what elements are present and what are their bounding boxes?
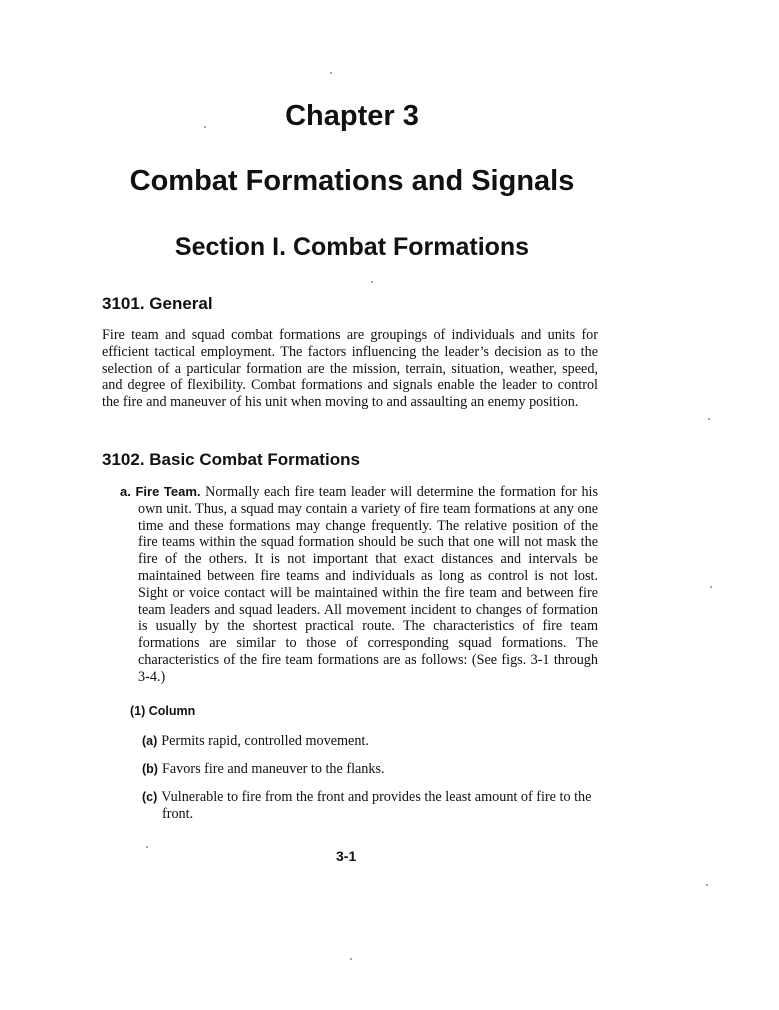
paragraph-3101: Fire team and squad combat formations are groupings of individuals and units for efficient tactical employment. The factors influencing the leader’s decision as to the selection of a particular formation are the mission, terrain, situation, weather, speed, and degree of flexibility. Combat formations and signals enable the leader to control the fire and maneuver of his unit when moving to and assaulting an enemy position. xyxy=(102,327,598,411)
scan-speck xyxy=(708,418,710,420)
list-marker: (c) xyxy=(142,790,158,804)
list-marker: (b) xyxy=(142,762,158,776)
list-item-text: Permits rapid, controlled movement. xyxy=(161,733,369,749)
list-item-c xyxy=(142,789,598,823)
list-marker: (a) xyxy=(142,734,158,748)
scan-speck xyxy=(710,586,712,588)
scan-speck xyxy=(204,126,206,128)
fire-team-label: a. Fire Team. xyxy=(120,484,201,499)
scan-speck xyxy=(330,72,332,74)
heading-3102: 3102. Basic Combat Formations xyxy=(102,450,360,469)
list-item-text: Favors fire and maneuver to the flanks. xyxy=(161,761,385,777)
heading-3101: 3101. General xyxy=(102,294,213,313)
chapter-title: Combat Formations and Signals xyxy=(129,165,575,197)
scan-speck xyxy=(371,281,373,283)
section-title: Section I. Combat Formations xyxy=(174,233,530,261)
column-subheading: (1) Column xyxy=(130,704,196,718)
scan-speck xyxy=(350,958,352,960)
fire-team-body: Normally each fire team leader will determine the formation for his own unit. Thus, a squad may contain a variety of fire team formations at any one time and these formations may change frequently. The relative position of the fire teams within the squad formation should be such that one will not mask the fire of the others. It is not important that exact distances and intervals be maintained between fire teams and individuals as long as control is not lost. Sight or voice contact will be maintained within the fire team and between fire team leaders and squad leaders. All movement incident to changes of formation is usually by the shortest practical route. The characteristics of fire team formations are similar to those of corresponding squad formations. The characteristics of the fire team formations are as follows: (See figs. 3-1 through 3-4.) xyxy=(138,484,599,685)
list-item-b xyxy=(142,761,598,778)
scan-speck xyxy=(706,884,708,886)
list-item-a xyxy=(142,733,598,750)
paragraph-fire-team xyxy=(120,484,598,686)
list-item-text: Vulnerable to fire from the front and provides the least amount of fire to the front. xyxy=(161,789,592,822)
chapter-label: Chapter 3 xyxy=(285,100,419,132)
scan-speck xyxy=(146,846,148,848)
page-number: 3-1 xyxy=(336,848,357,864)
